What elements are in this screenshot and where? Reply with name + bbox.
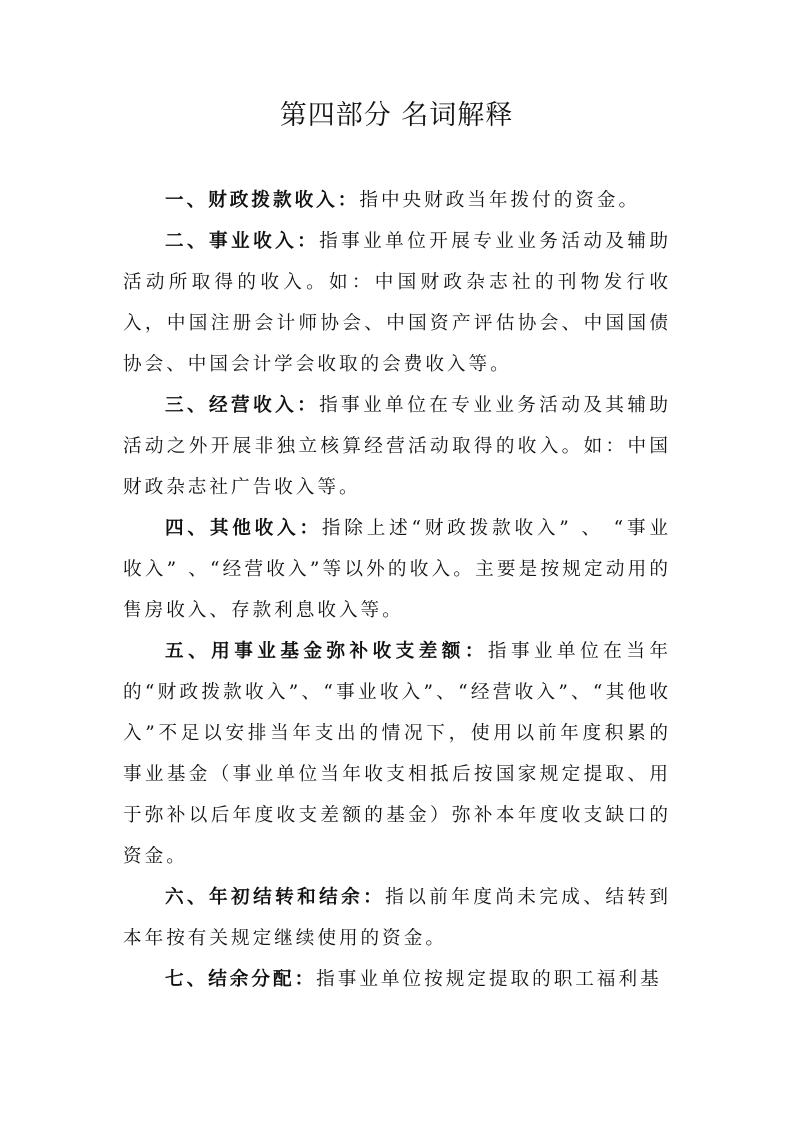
term-definition: 指以前年度尚未完成、结转到本年按有关规定继续使用的资金。 (123, 887, 671, 949)
page-title: 第四部分 名词解释 (279, 100, 514, 131)
term-label: 二、事业收入： (165, 231, 320, 252)
term-definition: 指事业单位在专业业务活动及其辅助活动之外开展非独立核算经营活动取得的收入。如：中国财政杂志社广告收入等。 (123, 395, 671, 498)
term-label: 三、经营收入： (165, 395, 320, 416)
term-2 (123, 221, 671, 385)
term-6 (123, 877, 671, 959)
term-label: 一、财政拨款收入： (165, 190, 360, 211)
term-5 (123, 631, 671, 877)
term-3 (123, 385, 671, 508)
term-label: 六、年初结转和结余： (165, 887, 386, 908)
term-4 (123, 508, 671, 631)
term-definition: 指中央财政当年拨付的资金。 (359, 190, 641, 211)
term-7 (123, 959, 671, 1000)
term-1 (123, 180, 671, 221)
term-label: 四、其他收入： (165, 518, 322, 539)
term-definition: 指事业单位在当年的“财政拨款收入”、“事业收入”、“经营收入”、“其他收入”不足以安排当年支出的情况下，使用以前年度积累的事业基金（事业单位当年收支相抵后按国家规定提取、用于弥补以后年度收支差额的基金）弥补本年度收支缺口的资金。 (123, 641, 671, 867)
term-definition: 指事业单位按规定提取的职工福利基 (316, 969, 662, 990)
term-label: 五、用事业基金弥补收支差额： (165, 641, 488, 662)
term-label: 七、结余分配： (165, 969, 317, 990)
term-definition: 指除上述“财政拨款收入” 、 “事业收入” 、“经营收入”等以外的收入。主要是按规定动用的售房收入、存款利息收入等。 (123, 518, 671, 621)
term-definition: 指事业单位开展专业业务活动及辅助活动所取得的收入。如：中国财政杂志社的刊物发行收入，中国注册会计师协会、中国资产评估协会、中国国债协会、中国会计学会收取的会费收入等。 (123, 231, 671, 375)
